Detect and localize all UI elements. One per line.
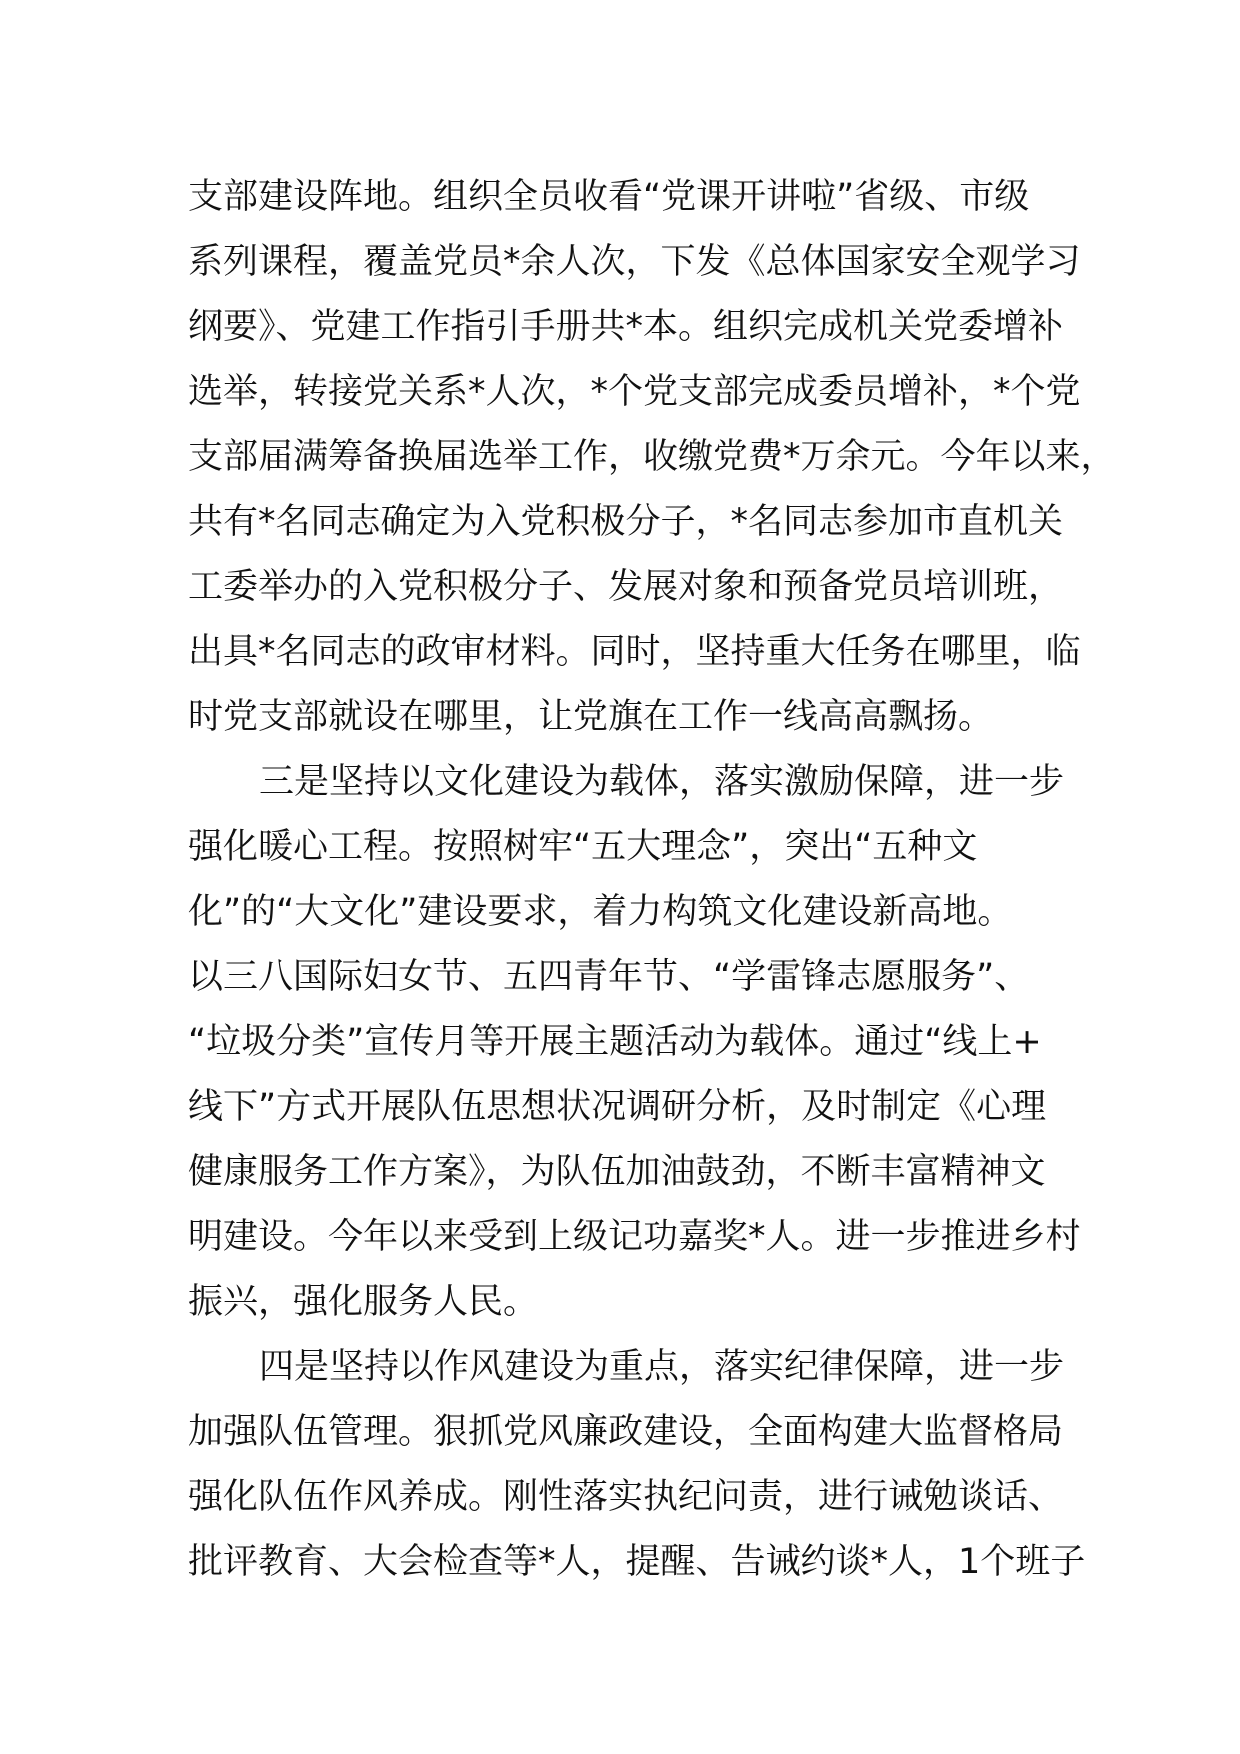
text-line: 支部届满筹备换届选举工作，收缴党费*万余元。今年以来， xyxy=(188,437,1116,477)
text-line: 线下”方式开展队伍思想状况调研分析，及时制定《心理 xyxy=(188,1087,1047,1127)
text-line: 强化队伍作风养成。刚性落实执纪问责，进行诫勉谈话、 xyxy=(188,1477,1064,1517)
text-line: 出具*名同志的政审材料。同时，坚持重大任务在哪里，临 xyxy=(188,632,1081,672)
text-line: 支部建设阵地。组织全员收看“党课开讲啦”省级、市级 xyxy=(188,177,1030,217)
text-line: 化”的“大文化”建设要求，着力构筑文化建设新高地。 xyxy=(188,892,1013,932)
text-line: 时党支部就设在哪里，让党旗在工作一线高高飘扬。 xyxy=(188,697,994,737)
paragraph-start-line: 三是坚持以文化建设为载体，落实激励保障，进一步 xyxy=(259,762,1065,802)
paragraph-start-line: 四是坚持以作风建设为重点，落实纪律保障，进一步 xyxy=(259,1347,1065,1387)
text-line: 明建设。今年以来受到上级记功嘉奖*人。进一步推进乡村 xyxy=(188,1217,1081,1257)
text-line: 强化暖心工程。按照树牢“五大理念”，突出“五种文 xyxy=(188,827,978,867)
text-line: 振兴，强化服务人民。 xyxy=(188,1282,539,1322)
text-line: 工委举办的入党积极分子、发展对象和预备党员培训班， xyxy=(188,567,1064,607)
text-line: 纲要》、党建工作指引手册共*本。组织完成机关党委增补 xyxy=(188,307,1064,347)
text-line: 共有*名同志确定为入党积极分子，*名同志参加市直机关 xyxy=(188,502,1064,542)
text-line: 加强队伍管理。狠抓党风廉政建设，全面构建大监督格局 xyxy=(188,1412,1064,1452)
text-line: 系列课程，覆盖党员*余人次，下发《总体国家安全观学习 xyxy=(188,242,1081,282)
text-line: 批评教育、大会检查等*人，提醒、告诫约谈*人，1个班子 xyxy=(188,1542,1086,1582)
text-line: “垃圾分类”宣传月等开展主题活动为载体。通过“线上+ xyxy=(188,1022,1042,1062)
document-body xyxy=(188,165,1116,1595)
text-line: 选举，转接党关系*人次，*个党支部完成委员增补，*个党 xyxy=(188,372,1081,412)
text-line: 以三八国际妇女节、五四青年节、“学雷锋志愿服务”、 xyxy=(188,957,1030,997)
text-line: 健康服务工作方案》，为队伍加油鼓劲，不断丰富精神文 xyxy=(188,1152,1046,1192)
